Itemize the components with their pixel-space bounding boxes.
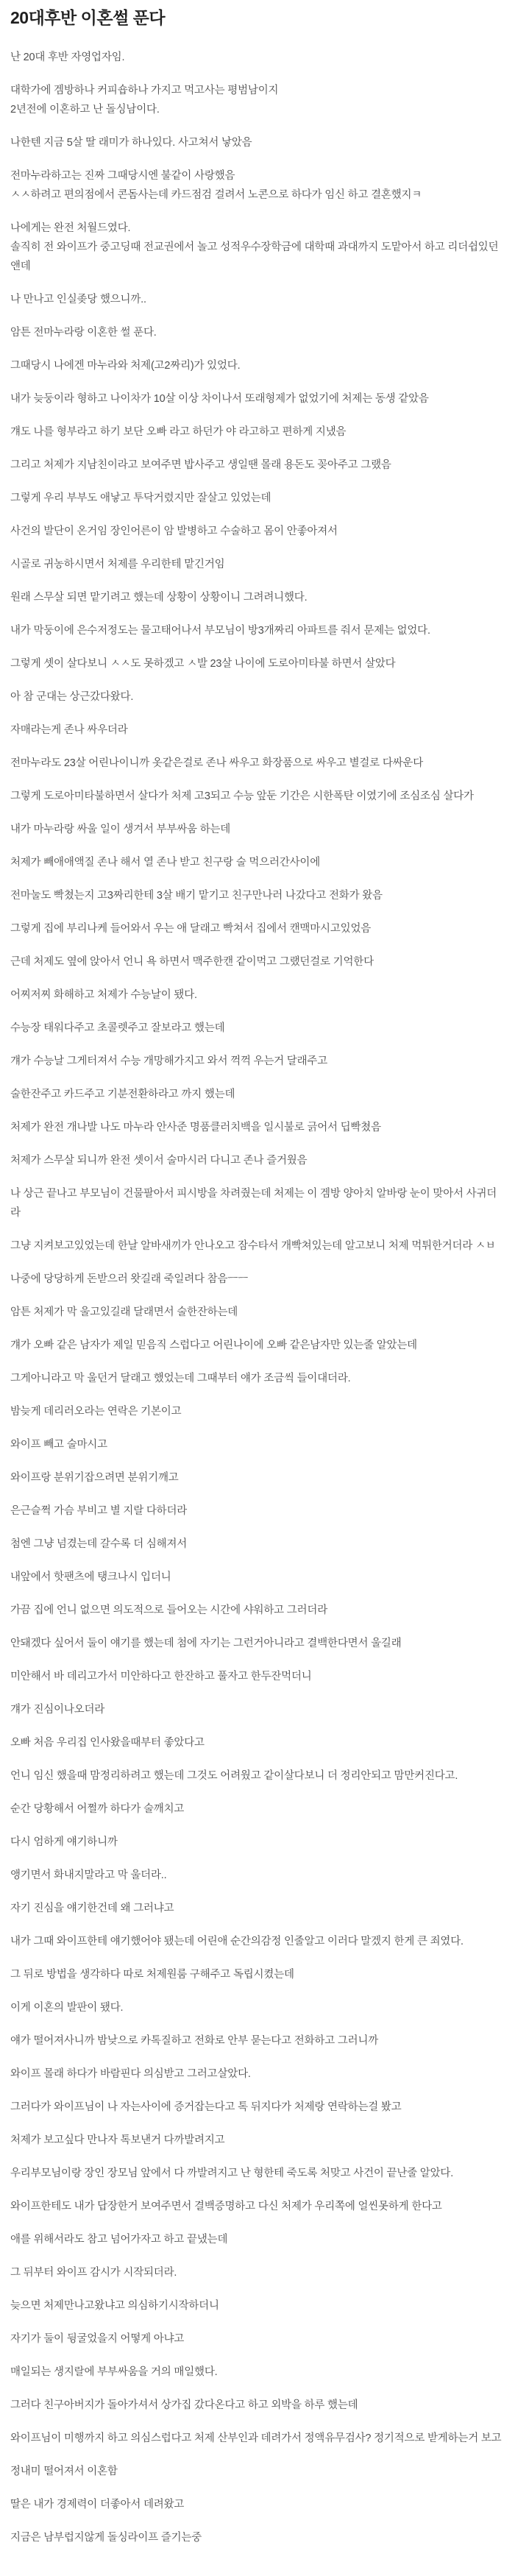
paragraph: 그렇게 도로아미타불하면서 살다가 처제 고3되고 수능 앞둔 기간은 시한폭탄 이였기에 조심조심 살다가 (10, 790, 474, 802)
paragraph: 걔가 진심이나오더라 (10, 1703, 105, 1716)
paragraph: 그게아니라고 막 울던거 달래고 했었는데 그때부터 얘가 조금씩 들이대더라. (10, 1372, 351, 1384)
paragraph: 시골로 귀농하시면서 처제를 우리한테 맡긴거임 (10, 558, 225, 570)
paragraph: 애를 위해서라도 참고 넘어가자고 하고 끝냈는데 (10, 2233, 228, 2246)
paragraph: 처제가 스무살 되니까 완전 셋이서 술마시러 다니고 존나 즐거웠음 (10, 1154, 308, 1167)
paragraph: 술한잔주고 카드주고 기분전환하라고 까지 했는데 (10, 1088, 235, 1100)
paragraph: 와이프님이 미행까지 하고 의심스럽다고 처제 산부인과 데려가서 정액유무검사? 정기적으로 받게하는거 보고 (10, 2432, 502, 2444)
paragraph: 가끔 집에 언니 없으면 의도적으로 들어오는 시간에 샤워하고 그러더라 (10, 1604, 328, 1616)
paragraph: 미안해서 바 데리고가서 미안하다고 한잔하고 풀자고 한두잔먹더니 (10, 1670, 312, 1682)
paragraph: 그 뒤부터 와이프 감시가 시작되더라. (10, 2266, 177, 2279)
paragraph: 전마눌도 빡쳤는지 고3짜리한테 3살 배기 맡기고 친구만나러 나갔다고 전화가 왔음 (10, 889, 383, 902)
paragraph: 와이프 몰래 하다가 바람핀다 의심받고 그러고살았다. (10, 2067, 251, 2080)
paragraph: 우리부모님이랑 장인 장모님 앞에서 다 까발려지고 난 형한테 죽도록 처맞고 사건이 끝난줄 알았다. (10, 2167, 454, 2179)
paragraph: 내가 늦둥이라 형하고 나이차가 10살 이상 차이나서 또래형제가 없었기에 처제는 동생 같았음 (10, 392, 429, 405)
paragraph: 그러다가 와이프님이 나 자는사이에 증거잡는다고 톡 뒤지다가 처제랑 연락하는걸 봤고 (10, 2101, 402, 2113)
paragraph: 이게 이혼의 발판이 됐다. (10, 2001, 124, 2014)
paragraph: 처제가 완전 개나발 나도 마누라 안사준 명품클러치백을 일시불로 긁어서 딥빡쳤음 (10, 1121, 381, 1133)
paragraph: 그렇게 우리 부부도 애낳고 투닥거렸지만 잘살고 있었는데 (10, 492, 271, 504)
paragraph: 나 상근 끝나고 부모님이 건물팔아서 피시방을 차려줬는데 처제는 이 겜방 양아치 알바랑 눈이 맞아서 사귀더라 (10, 1187, 497, 1219)
paragraph: 안돼겠다 싶어서 둘이 얘기를 했는데 첨에 자기는 그런거아니라고 결백한다면서 울길래 (10, 1637, 402, 1649)
paragraph: 딸은 내가 경제력이 더좋아서 데려왔고 (10, 2498, 185, 2510)
paragraph: 원래 스무살 되면 맡기려고 했는데 상황이 상황이니 그려려니했다. (10, 591, 308, 604)
paragraph: 암튼 전마누라랑 이혼한 썰 푼다. (10, 326, 157, 339)
paragraph: 대학가에 겜방하나 커피숍하나 가지고 먹고사는 평범남이지 2년전에 이혼하고 난 돌싱남이다. (10, 84, 279, 116)
paragraph: 매일되는 생지랄에 부부싸움을 거의 매일했다. (10, 2366, 218, 2378)
paragraph: 전마누라도 23살 어린나이니까 옷같은걸로 존나 싸우고 화장품으로 싸우고 별걸로 다싸운다 (10, 757, 424, 769)
paragraph: 그 뒤로 방법을 생각하다 따로 처제원룸 구해주고 독립시켰는데 (10, 1968, 294, 1981)
paragraph: 암튼 처제가 막 울고있길래 달래면서 술한잔하는데 (10, 1306, 238, 1318)
paragraph: 나에게는 완전 처월드였다. 솔직히 전 와이프가 중고딩때 전교권에서 놀고 성적우수장학금에 대학때 과대까지 도맡아서 하고 리더쉽있던 앤데 (10, 222, 499, 272)
paragraph: 지금은 남부럽지않게 돌싱라이프 즐기는중 (10, 2531, 202, 2544)
paragraph: 자기 진심을 얘기한건데 왜 그러냐고 (10, 1902, 174, 1914)
paragraph: 그렇게 집에 부리나케 들어와서 우는 애 달래고 빡쳐서 집에서 캔맥마시고있었음 (10, 922, 372, 935)
paragraph: 와이프한테도 내가 답장한거 보여주면서 결백증명하고 다신 처제가 우리쪽에 얼씬못하게 한다고 (10, 2200, 442, 2212)
paragraph: 어찌저찌 화해하고 처제가 수능날이 됐다. (10, 988, 197, 1001)
paragraph: 사건의 발단이 온거임 장인어른이 암 발병하고 수술하고 몸이 안좋아져서 (10, 525, 338, 537)
paragraph: 자기가 둘이 뒹굴었을지 어떻게 아냐고 (10, 2332, 185, 2345)
paragraph: 그러다 친구아버지가 돌아가셔서 상가집 갔다온다고 하고 외박을 하루 했는데 (10, 2399, 358, 2411)
paragraph: 난 20대 후반 자영업자임. (10, 51, 125, 63)
paragraph: 늦으면 처제만나고왔냐고 의심하기시작하더니 (10, 2299, 219, 2312)
paragraph: 나 만나고 인실좆당 했으니까.. (10, 293, 146, 305)
paragraph: 나한텐 지금 5살 딸 래미가 하나있다. 사고쳐서 낳았음 (10, 136, 252, 149)
paragraph: 내앞에서 핫팬츠에 탱크나시 입더니 (10, 1571, 171, 1583)
paragraph: 처제가 보고싶다 만나자 톡보낸거 다까발려지고 (10, 2134, 225, 2146)
paragraph: 그냥 지켜보고있었는데 한날 알바새끼가 안나오고 잠수타서 개빡쳐있는데 알고보니 처제 먹튀한거더라 ㅅㅂ (10, 1239, 496, 1252)
paragraph: 정내미 떨어져서 이혼함 (10, 2465, 118, 2477)
paragraph: 언니 임신 했을때 맘정리하려고 했는데 그것도 어려웠고 같이살다보니 더 정리안되고 맘만커진다고. (10, 1769, 458, 1782)
paragraph: 앵기면서 화내지말라고 막 울더라.. (10, 1869, 167, 1881)
paragraph: 와이프랑 분위기잡으려면 분위기깨고 (10, 1471, 179, 1484)
post-body (10, 48, 505, 2547)
paragraph: 그리고 처제가 지남친이라고 보여주면 밥사주고 생일땐 몰래 용돈도 꽂아주고 그랬음 (10, 459, 391, 471)
paragraph: 순간 당황해서 어쩔까 하다가 술깨치고 (10, 1802, 185, 1815)
paragraph: 다시 엄하게 얘기하니까 (10, 1836, 118, 1848)
paragraph: 오빠 처음 우리집 인사왔을때부터 좋았다고 (10, 1736, 205, 1749)
paragraph: 그렇게 셋이 살다보니 ㅅㅅ도 못하겠고 ㅅ발 23살 나이에 도로아미타불 하면서 살았다 (10, 657, 396, 670)
paragraph: 내가 그때 와이프한테 얘기했어야 됐는데 어린애 순간의감정 인줄알고 이러다 말겠지 한게 큰 죄였다. (10, 1935, 464, 1947)
paragraph: 근데 처제도 옆에 앉아서 언니 욕 하면서 맥주한캔 같이먹고 그랬던걸로 기억한다 (10, 955, 374, 968)
paragraph: 은근슬쩍 가슴 부비고 별 지랄 다하더라 (10, 1504, 188, 1517)
paragraph: 처제가 빼애애액질 존나 해서 열 존나 받고 친구랑 술 먹으러간사이에 (10, 856, 321, 868)
paragraph: 내가 마누라랑 싸울 일이 생겨서 부부싸움 하는데 (10, 823, 231, 835)
paragraph: 그때당시 나에겐 마누라와 처제(고2짜리)가 있었다. (10, 359, 241, 372)
paragraph: 수능장 태워다주고 초콜렛주고 잘보라고 했는데 (10, 1022, 225, 1034)
paragraph: 걔가 오빠 같은 남자가 제일 믿음직 스럽다고 어린나이에 오빠 같은남자만 있는줄 알았는데 (10, 1339, 417, 1351)
page-title: 20대후반 이혼썰 푼다 (10, 8, 166, 27)
paragraph: 밤늦게 데리러오라는 연락은 기본이고 (10, 1405, 182, 1418)
paragraph: 걔가 수능날 그게터져서 수능 개망해가지고 와서 꺽꺽 우는거 달래주고 (10, 1055, 328, 1067)
paragraph: 걔도 나를 형부라고 하기 보단 오빠 라고 하던가 야 라고하고 편하게 지냈음 (10, 425, 347, 438)
paragraph: 얘가 떨어져사니까 밤낮으로 카톡질하고 전화로 안부 묻는다고 전화하고 그러니까 (10, 2034, 379, 2047)
paragraph: 아 참 군대는 상근갔다왔다. (10, 690, 134, 703)
paragraph: 내가 막둥이에 은수저정도는 물고태어나서 부모님이 방3개짜리 아파트를 줘서 문제는 없었다. (10, 624, 430, 637)
paragraph: 나중에 당당하게 돈받으러 왓길래 죽일려다 참음ㅡㅡ (10, 1273, 248, 1285)
paragraph: 와이프 빼고 술마시고 (10, 1438, 107, 1451)
paragraph: 자매라는게 존나 싸우더라 (10, 723, 128, 736)
paragraph: 전마누라하고는 진짜 그때당시엔 불같이 사랑했음 ㅅㅅ하려고 편의점에서 콘돔사는데 카드점검 걸려서 노콘으로 하다가 임신 하고 결혼했지ㅋ (10, 169, 422, 201)
paragraph: 첨엔 그냥 넘겼는데 갈수록 더 심해져서 (10, 1538, 188, 1550)
